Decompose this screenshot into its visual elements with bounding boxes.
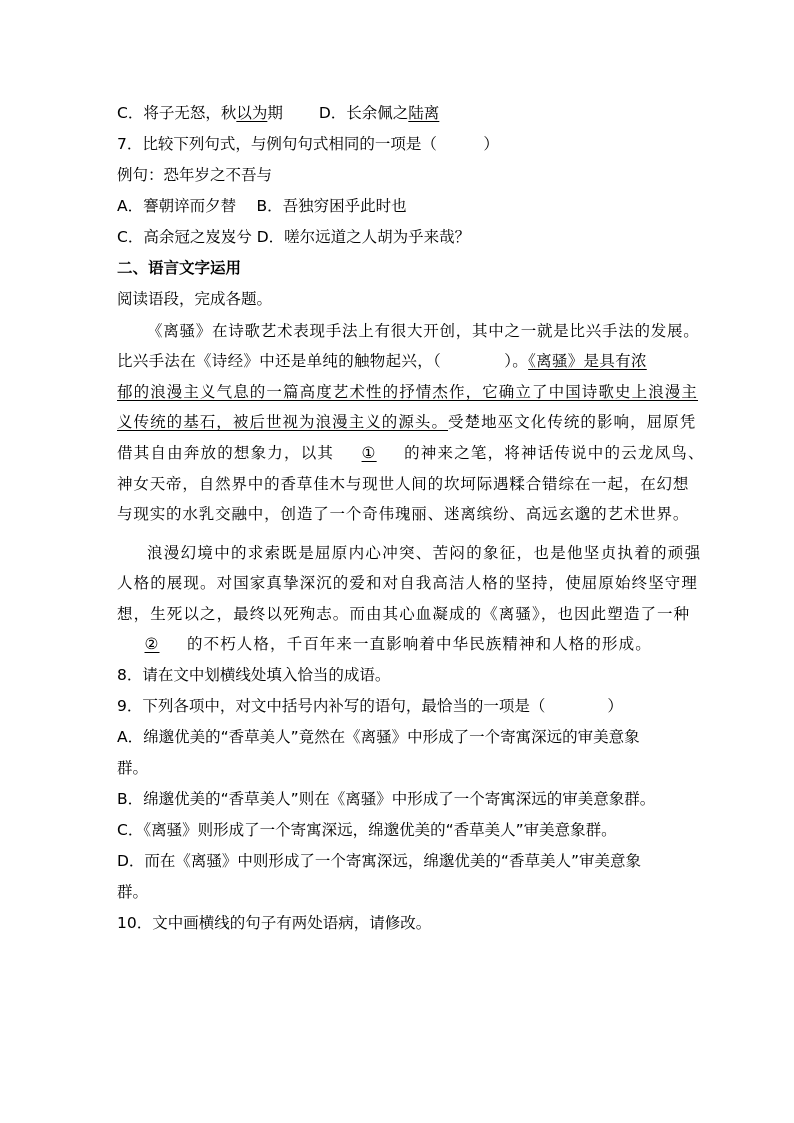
q7-stem: 7．比较下列句式，与例句句式相同的一项是（ ） (117, 135, 499, 153)
q7-options-ab: A．謇朝谇而夕替 B．吾独穷困乎此时也 (117, 197, 407, 215)
passage-text: 的不朽人格，千百年来一直影响着中华民族精神和人格的形成。 (187, 635, 652, 653)
q6-option-c-suffix: 期 (267, 104, 283, 122)
passage-text: 受楚地巫文化传统的影响，屈原凭 (448, 413, 697, 431)
q7-example: 例句：恐年岁之不吾与 (117, 166, 273, 184)
passage-line (117, 443, 705, 463)
passage-line: 想，生死以之，最终以死殉志。而由其心血凝成的《离骚》，也因此塑造了一种 (117, 605, 691, 623)
q9-option-a: A．绵邈优美的“香草美人”竟然在《离骚》中形成了一个寄寓深远的审美意象 (117, 728, 640, 746)
q6-option-c-underlined: 以为 (236, 104, 268, 122)
passage-underlined-sentence: 郁的浪漫主义气息的一篇高度艺术性的抒情杰作，它确立了中国诗歌史上浪漫主 (117, 383, 699, 401)
passage-text: 借其自由奔放的想象力，以其 (117, 444, 335, 462)
passage-underlined-sentence: 《离骚》是具有浓 (528, 352, 647, 370)
passage-line (117, 412, 696, 432)
q9-option-c: C．《离骚》则形成了一个寄寓深远，绵邈优美的“香草美人”审美意象群。 (117, 821, 617, 839)
passage-text: 比兴手法在《诗经》中还是单纯的触物起兴，（ ）。 (117, 352, 529, 370)
q9-stem: 9．下列各项中，对文中括号内补写的语句，最恰当的一项是（ ） (117, 697, 623, 715)
passage-line (117, 634, 652, 654)
passage-line: 浪漫幻境中的求索既是屈原内心冲突、苦闷的象征，也是他坚贞执着的顽强 (147, 544, 702, 562)
q6-option-d-underlined: 陆离 (408, 104, 440, 122)
q8-stem: 8．请在文中划横线处填入恰当的成语。 (117, 666, 391, 684)
q9-option-d: D．而在《离骚》中则形成了一个寄寓深远，绵邈优美的“香草美人”审美意象 (117, 852, 641, 870)
q7-options-cd: C．高余冠之岌岌兮 D．嗟尔远道之人胡为乎来哉？ (117, 228, 471, 246)
fill-blank-1: ① (361, 444, 377, 462)
q6-option-d-prefix: D．长余佩之 (318, 104, 409, 122)
section-intro: 阅读语段，完成各题。 (117, 290, 273, 308)
q9-option-b: B．绵邈优美的“香草美人”则在《离骚》中形成了一个寄寓深远的审美意象群。 (117, 790, 656, 808)
passage-line: 与现实的水乳交融中，创造了一个奇伟瑰丽、迷离缤纷、高远玄邈的艺术世界。 (117, 505, 690, 523)
q6-option-line (117, 103, 439, 123)
q9-option-a-cont: 群。 (117, 759, 149, 777)
passage-line: 神女天帝，自然界中的香草佳木与现世人间的坎坷际遇糅合错综在一起，在幻想 (117, 475, 690, 493)
passage-line (117, 351, 647, 371)
fill-blank-2: ② (144, 635, 160, 653)
passage-text: 的神来之笔，将神话传说中的云龙凤鸟、 (404, 444, 705, 462)
passage-line: 《离骚》在诗歌艺术表现手法上有很大开创，其中之一就是比兴手法的发展。 (147, 322, 700, 340)
q9-option-d-cont: 群。 (117, 883, 149, 901)
passage-line: 人格的展现。对国家真挚深沉的爱和对自我高洁人格的坚持，使屈原始终坚守理 (117, 574, 699, 592)
passage-underlined-sentence: 义传统的基石，被后世视为浪漫主义的源头。 (117, 413, 449, 431)
q10-stem: 10．文中画横线的句子有两处语病，请修改。 (117, 914, 432, 932)
section-heading: 二、语言文字运用 (117, 259, 242, 277)
q6-option-c-prefix: C．将子无怒，秋 (117, 104, 237, 122)
